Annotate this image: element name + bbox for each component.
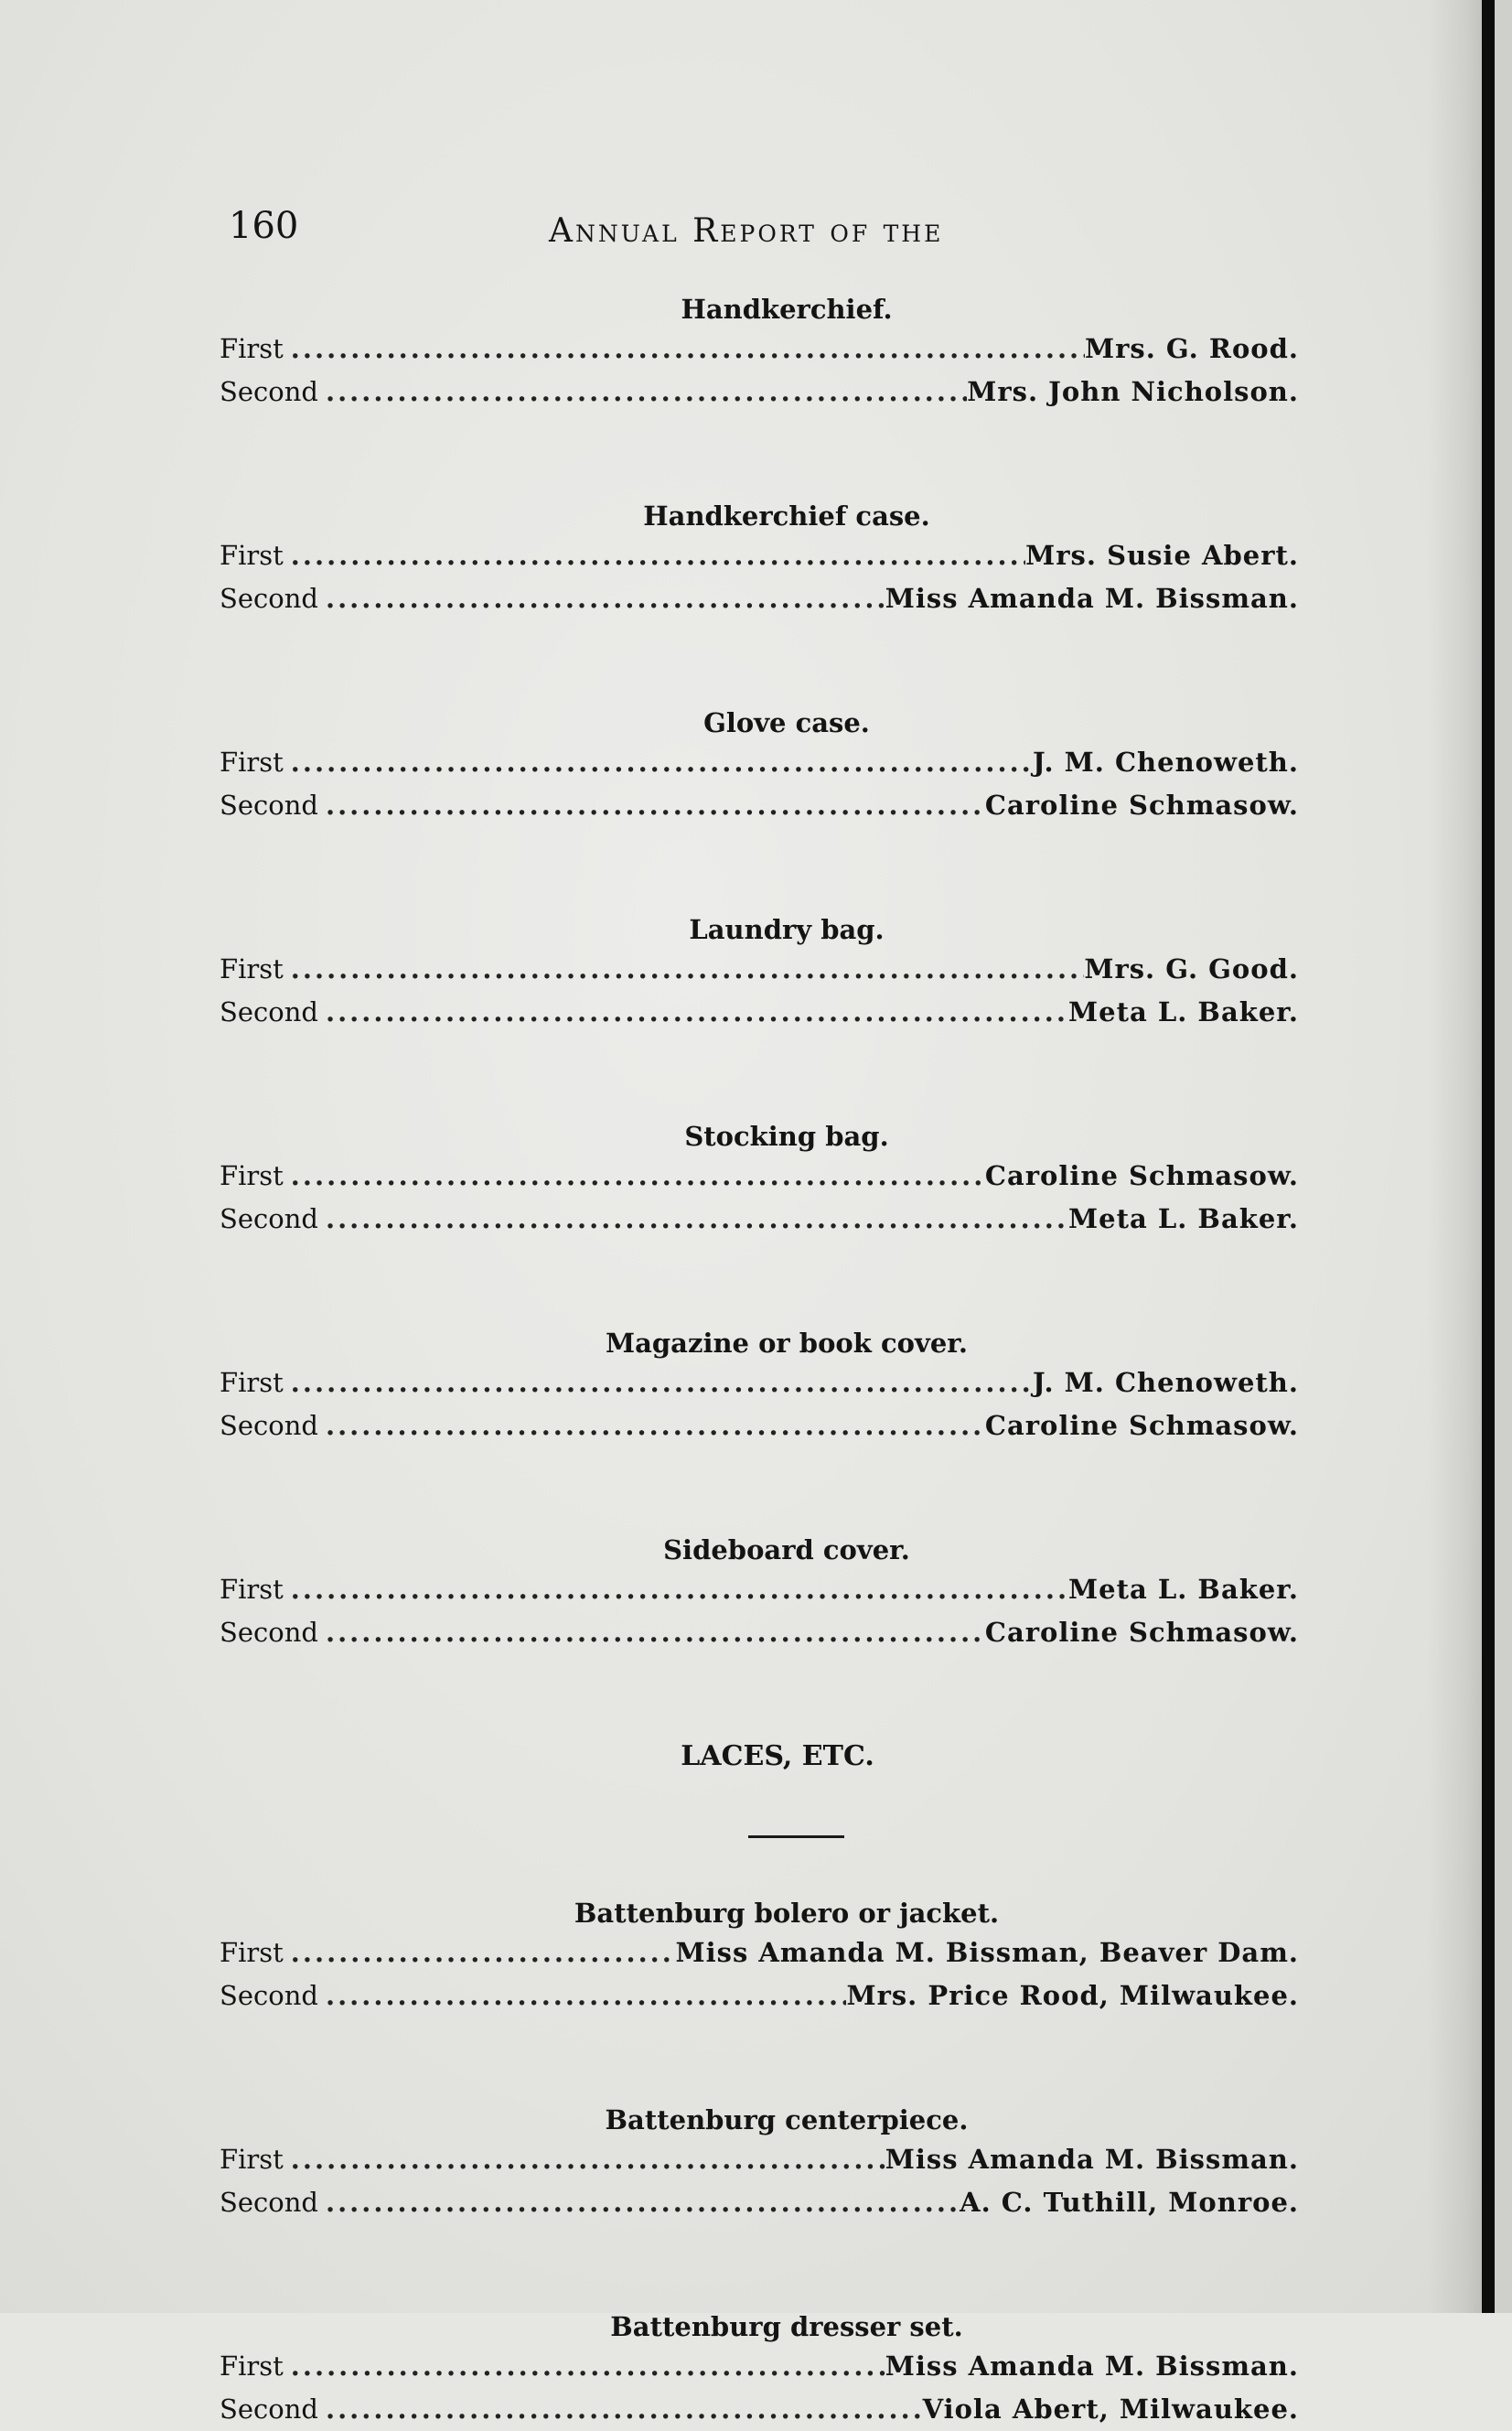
award-category	[220, 1325, 1299, 1447]
awards-group-a	[220, 291, 1299, 1738]
award-entry	[220, 1568, 1299, 1611]
dot-leader	[326, 2181, 960, 2224]
dot-leader	[326, 1198, 1068, 1241]
award-winner: Meta L. Baker.	[1068, 1574, 1299, 1605]
dot-leader	[326, 2388, 923, 2431]
award-category	[220, 2102, 1299, 2224]
award-place: Second	[220, 583, 318, 614]
dot-leader	[326, 991, 1068, 1034]
spacer	[220, 1034, 1299, 1118]
award-winner: A. C. Tuthill, Monroe.	[960, 2187, 1299, 2218]
award-winner: Mrs. Price Rood, Milwaukee.	[846, 1980, 1299, 2011]
dot-leader	[326, 1974, 846, 2017]
award-winner: Miss Amanda M. Bissman.	[885, 583, 1299, 614]
page-edge	[1495, 0, 1512, 2313]
award-place: Second	[220, 2393, 318, 2425]
award-winner: Mrs. G. Good.	[1084, 953, 1299, 984]
award-place: First	[220, 953, 284, 984]
laces-heading: LACES, ETC.	[681, 1740, 874, 1772]
page-header	[229, 203, 1308, 258]
award-entry	[220, 1404, 1299, 1447]
award-category	[220, 291, 1299, 414]
award-winner: Caroline Schmasow.	[984, 1160, 1299, 1191]
category-title: Magazine or book cover.	[606, 1328, 968, 1359]
award-winner: Caroline Schmasow.	[984, 1617, 1299, 1648]
award-entry	[220, 2345, 1299, 2388]
award-place: Second	[220, 376, 318, 407]
spacer	[220, 414, 1299, 498]
dot-leader	[291, 534, 1025, 577]
award-place: First	[220, 1160, 284, 1191]
award-winner: Miss Amanda M. Bissman.	[885, 2144, 1299, 2175]
award-winner: Caroline Schmasow.	[984, 1410, 1299, 1441]
award-winner: Caroline Schmasow.	[984, 790, 1299, 821]
award-winner: J. M. Chenoweth.	[1033, 1367, 1299, 1398]
award-category	[220, 1895, 1299, 2017]
award-category	[220, 1118, 1299, 1241]
award-place: Second	[220, 1980, 318, 2011]
award-winner: Viola Abert, Milwaukee.	[922, 2393, 1299, 2425]
dot-leader	[326, 1404, 985, 1447]
awards-group-b	[220, 1895, 1299, 2431]
award-winner: Miss Amanda M. Bissman.	[885, 2350, 1299, 2382]
dot-leader	[291, 2138, 885, 2181]
award-entry	[220, 1155, 1299, 1198]
spacer	[220, 1447, 1299, 1532]
section-rule	[748, 1835, 844, 1838]
spacer	[220, 620, 1299, 705]
category-title: Battenburg centerpiece.	[605, 2104, 969, 2135]
award-place: First	[220, 333, 284, 364]
spacer	[220, 2017, 1299, 2102]
award-winner: Meta L. Baker.	[1068, 1203, 1299, 1234]
running-title: Annual Report of the	[549, 212, 944, 250]
awards-list	[220, 291, 1299, 2431]
award-winner: Meta L. Baker.	[1068, 996, 1299, 1027]
award-place: Second	[220, 996, 318, 1027]
award-entry	[220, 1611, 1299, 1654]
award-place: First	[220, 540, 284, 571]
award-category	[220, 498, 1299, 620]
dot-leader	[326, 577, 885, 620]
award-entry	[220, 2181, 1299, 2224]
book-spine	[1482, 0, 1495, 2313]
award-entry	[220, 991, 1299, 1034]
category-title: Laundry bag.	[689, 914, 885, 945]
award-category	[220, 705, 1299, 827]
award-entry	[220, 948, 1299, 991]
award-entry	[220, 534, 1299, 577]
award-winner: Miss Amanda M. Bissman, Beaver Dam.	[675, 1937, 1299, 1968]
spacer	[220, 827, 1299, 911]
award-place: Second	[220, 2187, 318, 2218]
spine-shadow	[1427, 0, 1482, 2313]
award-entry	[220, 2388, 1299, 2431]
category-title: Battenburg dresser set.	[610, 2311, 963, 2342]
award-place: First	[220, 747, 284, 778]
award-place: Second	[220, 1410, 318, 1441]
award-category	[220, 911, 1299, 1034]
dot-leader	[291, 1931, 676, 1974]
category-title: Sideboard cover.	[663, 1534, 910, 1565]
award-place: First	[220, 2350, 284, 2382]
category-title: Glove case.	[703, 707, 870, 738]
award-entry	[220, 1931, 1299, 1974]
award-winner: Mrs. John Nicholson.	[967, 376, 1299, 407]
award-entry	[220, 1198, 1299, 1241]
dot-leader	[291, 741, 1033, 784]
spacer	[220, 1241, 1299, 1325]
award-place: Second	[220, 1203, 318, 1234]
award-place: First	[220, 1937, 284, 1968]
category-title: Handkerchief.	[681, 294, 893, 325]
award-place: Second	[220, 1617, 318, 1648]
dot-leader	[291, 1361, 1033, 1404]
dot-leader	[291, 1155, 985, 1198]
category-title: Battenburg bolero or jacket.	[574, 1898, 1000, 1929]
award-winner: J. M. Chenoweth.	[1033, 747, 1299, 778]
category-title: Handkerchief case.	[643, 500, 930, 532]
award-place: First	[220, 1367, 284, 1398]
award-winner: Mrs. Susie Abert.	[1025, 540, 1299, 571]
award-entry	[220, 371, 1299, 414]
dot-leader	[326, 371, 967, 414]
award-entry	[220, 741, 1299, 784]
spacer	[220, 1654, 1299, 1738]
award-entry	[220, 1974, 1299, 2017]
category-title: Stocking bag.	[684, 1121, 889, 1152]
award-entry	[220, 577, 1299, 620]
award-place: First	[220, 2144, 284, 2175]
dot-leader	[326, 1611, 985, 1654]
award-entry	[220, 1361, 1299, 1404]
spacer	[220, 2224, 1299, 2308]
award-entry	[220, 784, 1299, 827]
award-place: Second	[220, 790, 318, 821]
award-place: First	[220, 1574, 284, 1605]
dot-leader	[291, 948, 1085, 991]
dot-leader	[291, 1568, 1068, 1611]
spacer	[220, 1838, 1299, 1895]
award-entry	[220, 328, 1299, 371]
award-winner: Mrs. G. Rood.	[1085, 333, 1299, 364]
award-category	[220, 2308, 1299, 2431]
award-category	[220, 1532, 1299, 1654]
dot-leader	[291, 2345, 885, 2388]
dot-leader	[326, 784, 985, 827]
page-number: 160	[229, 205, 299, 247]
dot-leader	[291, 328, 1085, 371]
award-entry	[220, 2138, 1299, 2181]
